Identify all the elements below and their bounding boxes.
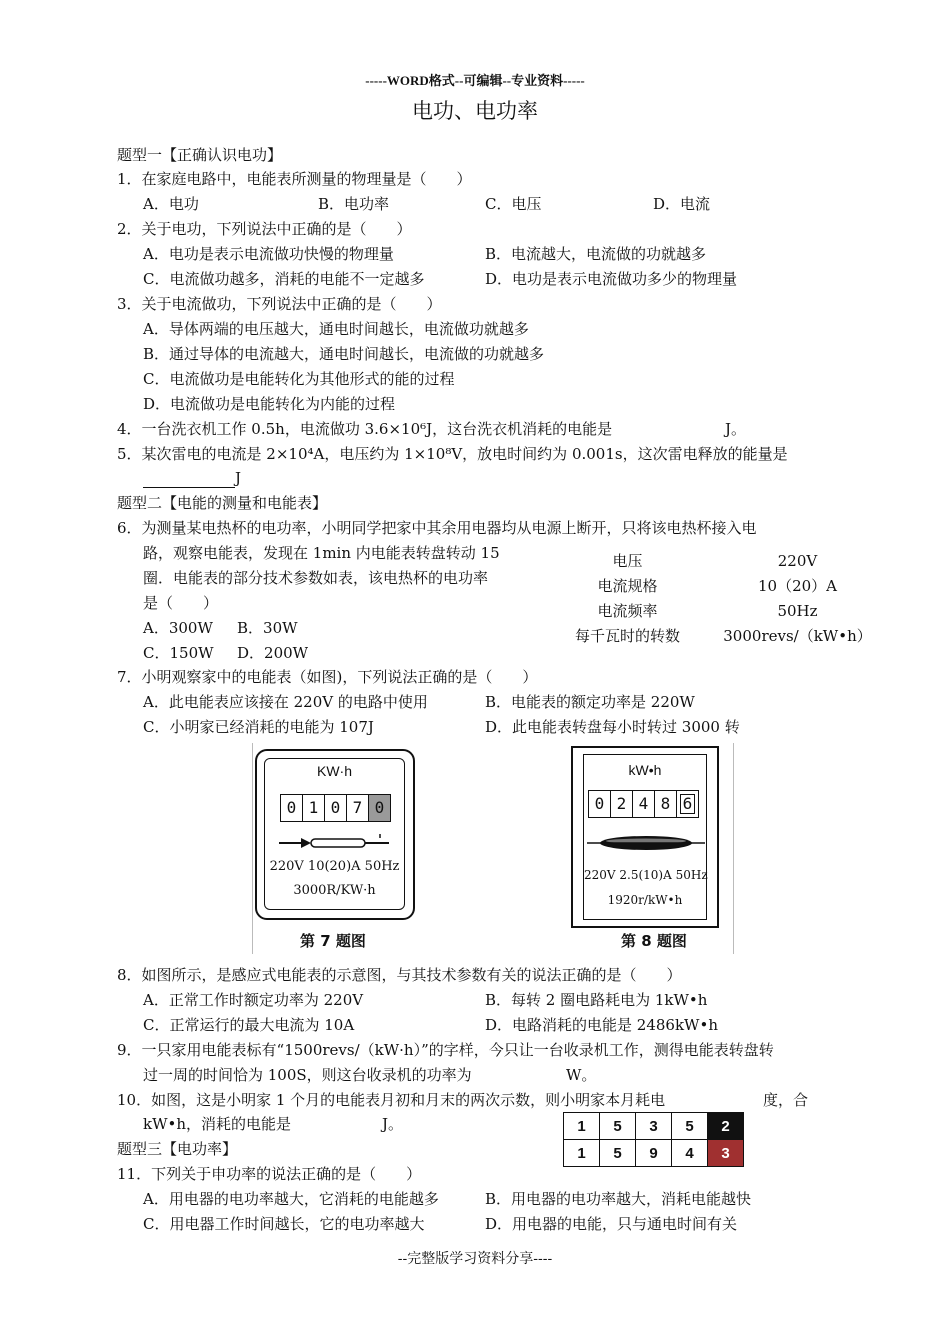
q9-line-2: 过一周的时间恰为 100S，则这台收录机的功率为 — [143, 1066, 472, 1084]
q6-line-2: 路，观察电能表，发现在 1min 内电能表转盘转动 15 — [143, 544, 500, 562]
spec-row — [560, 598, 900, 623]
fig7-digit: 0 — [281, 795, 303, 821]
fig7-spec-1: 220V 10(20)A 50Hz — [269, 859, 400, 874]
spec-label: 每千瓦时的转数 — [574, 627, 680, 645]
q4-unit: J。 — [725, 420, 747, 438]
q1-option-a: A．电功 — [143, 195, 199, 213]
reading-digit: 9 — [636, 1140, 672, 1167]
q2-option-d: D．电功是表示电流做功多少的物理量 — [485, 270, 738, 288]
reading-start — [564, 1113, 744, 1140]
q7-option-b: B．电能表的额定功率是 220W — [485, 693, 695, 711]
spec-value: 220V — [777, 551, 818, 570]
q6-line-3: 圈．电能表的部分技术参数如表，该电热杯的电功率 — [143, 569, 489, 587]
reading-digit: 3 — [636, 1113, 672, 1140]
q3-option-c: C．电流做功是电能转化为其他形式的能的过程 — [143, 370, 455, 388]
reading-end — [564, 1140, 744, 1167]
q7-option-c: C．小明家已经消耗的电能为 107J — [143, 718, 374, 736]
q10-line-2: kW•h，消耗的电能是 — [143, 1115, 292, 1133]
q3-option-a: A．导体两端的电压越大，通电时间越长，电流做功就越多 — [143, 320, 529, 338]
reading-digit: 5 — [672, 1113, 708, 1140]
q7-option-a: A．此电能表应该接在 220V 的电路中使用 — [143, 693, 428, 711]
q2-option-b: B．电流越大，电流做的功就越多 — [485, 245, 707, 263]
spec-label: 电流频率 — [597, 602, 658, 620]
reading-digit-decimal: 3 — [708, 1140, 744, 1167]
reading-digit: 5 — [600, 1140, 636, 1167]
spec-label: 电流规格 — [597, 577, 658, 595]
q10-unit: J。 — [382, 1115, 404, 1133]
page-title: 电功、电功率 — [412, 99, 538, 123]
fig8-caption: 第 8 题图 — [621, 932, 687, 950]
fig8-digit: 4 — [633, 791, 655, 817]
q2-option-c: C．电流做功越多，消耗的电能不一定越多 — [143, 270, 425, 288]
fig8-unit: kW•h — [628, 762, 662, 778]
q5-answer-line — [143, 468, 241, 488]
fig7-unit: KW·h — [317, 763, 352, 779]
reading-digit: 4 — [672, 1140, 708, 1167]
q9-line-1: 9．一只家用电能表标有“1500revs/（kW·h）”的字样，今只让一台收录机工作，测得电能表转盘转 — [117, 1041, 774, 1059]
spec-label: 电压 — [612, 552, 643, 570]
q3-option-d: D．电流做功是电能转化为内能的过程 — [143, 395, 396, 413]
spec-value: 50Hz — [777, 601, 818, 620]
q5-unit: J — [235, 469, 242, 487]
reading-digit: 1 — [564, 1140, 600, 1167]
q10-line-1: 10．如图，这是小明家 1 个月的电能表月初和月末的两次示数，则小明家本月耗电 — [117, 1091, 666, 1109]
fig7-digit: 7 — [347, 795, 369, 821]
q8-option-b: B．每转 2 圈电路耗电为 1kW•h — [485, 991, 708, 1009]
fig8-rotor-icon — [587, 833, 705, 853]
fig8-digit: 6 — [677, 791, 698, 817]
q11-option-a: A．用电器的电功率越大，它消耗的电能越多 — [143, 1190, 439, 1208]
q6-option-b: B．30W — [237, 619, 298, 637]
fig7-rotor-icon — [277, 834, 395, 852]
q9-unit: W。 — [566, 1066, 597, 1084]
q10-line-1b: 度，合 — [763, 1091, 809, 1109]
q11-stem: 11．下列关于申功率的说法正确的是（ ） — [117, 1165, 422, 1183]
q7-option-d: D．此电能表转盘每小时转过 3000 转 — [485, 718, 740, 736]
q4-text: 4．一台洗衣机工作 0.5h，电流做功 3.6×10⁶J，这台洗衣机消耗的电能是 — [117, 420, 613, 438]
q1-option-b: B．电功率 — [318, 195, 390, 213]
q11-option-d: D．用电器的电能，只与通电时间有关 — [485, 1215, 738, 1233]
fig8-digit: 2 — [611, 791, 633, 817]
q2-option-a: A．电功是表示电流做功快慢的物理量 — [143, 245, 394, 263]
fig8-spec-2: 1920r/kW•h — [607, 893, 683, 907]
spec-value: 10（20）A — [757, 577, 837, 595]
q3-option-b: B．通过导体的电流越大，通电时间越长，电流做的功就越多 — [143, 345, 545, 363]
meter-figures — [252, 743, 734, 954]
fig7-caption: 第 7 题图 — [300, 932, 366, 950]
fig8-spec-1: 220V 2.5(10)A 50Hz — [584, 868, 708, 882]
page-header: -----WORD格式--可编辑--专业资料----- — [365, 73, 585, 88]
reading-digit-decimal: 2 — [708, 1113, 744, 1140]
q3-stem: 3．关于电流做功，下列说法中正确的是（ ） — [117, 295, 442, 313]
q6-option-a: A．300W — [143, 619, 213, 637]
q5-text: 5．某次雷电的电流是 2×10⁴A，电压约为 1×10⁸V，放电时间约为 0.001s，这次雷电释放的能量是 — [117, 445, 788, 463]
q8-option-c: C．正常运行的最大电流为 10A — [143, 1016, 355, 1034]
q11-option-b: B．用电器的电功率越大，消耗电能越快 — [485, 1190, 752, 1208]
section-heading-2: 题型二【电能的测量和电能表】 — [117, 494, 328, 512]
fig7-counter — [280, 794, 391, 822]
q11-option-c: C．用电器工作时间越长，它的电功率越大 — [143, 1215, 425, 1233]
q1-option-d: D．电流 — [653, 195, 711, 213]
fig7-digit: 0 — [325, 795, 347, 821]
q8-option-a: A．正常工作时额定功率为 220V — [143, 991, 364, 1009]
spec-row — [560, 548, 900, 573]
q6-line-4: 是（ ） — [143, 594, 219, 612]
q7-stem: 7．小明观察家中的电能表（如图)，下列说法正确的是（ ） — [117, 668, 538, 686]
fig7-spec-2: 3000R/KW·h — [293, 883, 376, 898]
q10-meter-readings — [563, 1112, 744, 1167]
spec-row — [560, 573, 900, 598]
q1-option-c: C．电压 — [485, 195, 542, 213]
spec-value: 3000revs/（kW•h） — [723, 627, 872, 645]
fig8-digit: 8 — [655, 791, 677, 817]
page-footer: --完整版学习资料分享---- — [397, 1251, 553, 1267]
fig7-meter — [255, 749, 415, 920]
section-heading-3: 题型三【电功率】 — [117, 1140, 238, 1158]
q8-option-d: D．电路消耗的电能是 2486kW•h — [485, 1016, 718, 1034]
q6-option-c: C．150W — [143, 644, 214, 662]
fig7-digit: 0 — [369, 795, 390, 821]
q2-stem: 2．关于电功，下列说法中正确的是（ ） — [117, 220, 412, 238]
q1-stem: 1．在家庭电路中，电能表所测量的物理量是（ ） — [117, 170, 472, 188]
section-heading-1: 题型一【正确认识电功】 — [117, 146, 283, 164]
fig8-counter — [588, 790, 699, 818]
q8-stem: 8．如图所示，是感应式电能表的示意图，与其技术参数有关的说法正确的是（ ） — [117, 966, 682, 984]
fig8-digit: 0 — [589, 791, 611, 817]
spec-row — [560, 623, 900, 648]
fig8-meter — [571, 746, 719, 928]
meter-spec-table — [560, 548, 900, 648]
reading-digit: 5 — [600, 1113, 636, 1140]
fig7-digit: 1 — [303, 795, 325, 821]
q5-blank — [143, 473, 235, 488]
q6-option-d: D．200W — [237, 644, 309, 662]
q6-line-1: 6．为测量某电热杯的电功率，小明同学把家中其余用电器均从电源上断开，只将该电热杯接入电 — [117, 519, 757, 537]
reading-digit: 1 — [564, 1113, 600, 1140]
